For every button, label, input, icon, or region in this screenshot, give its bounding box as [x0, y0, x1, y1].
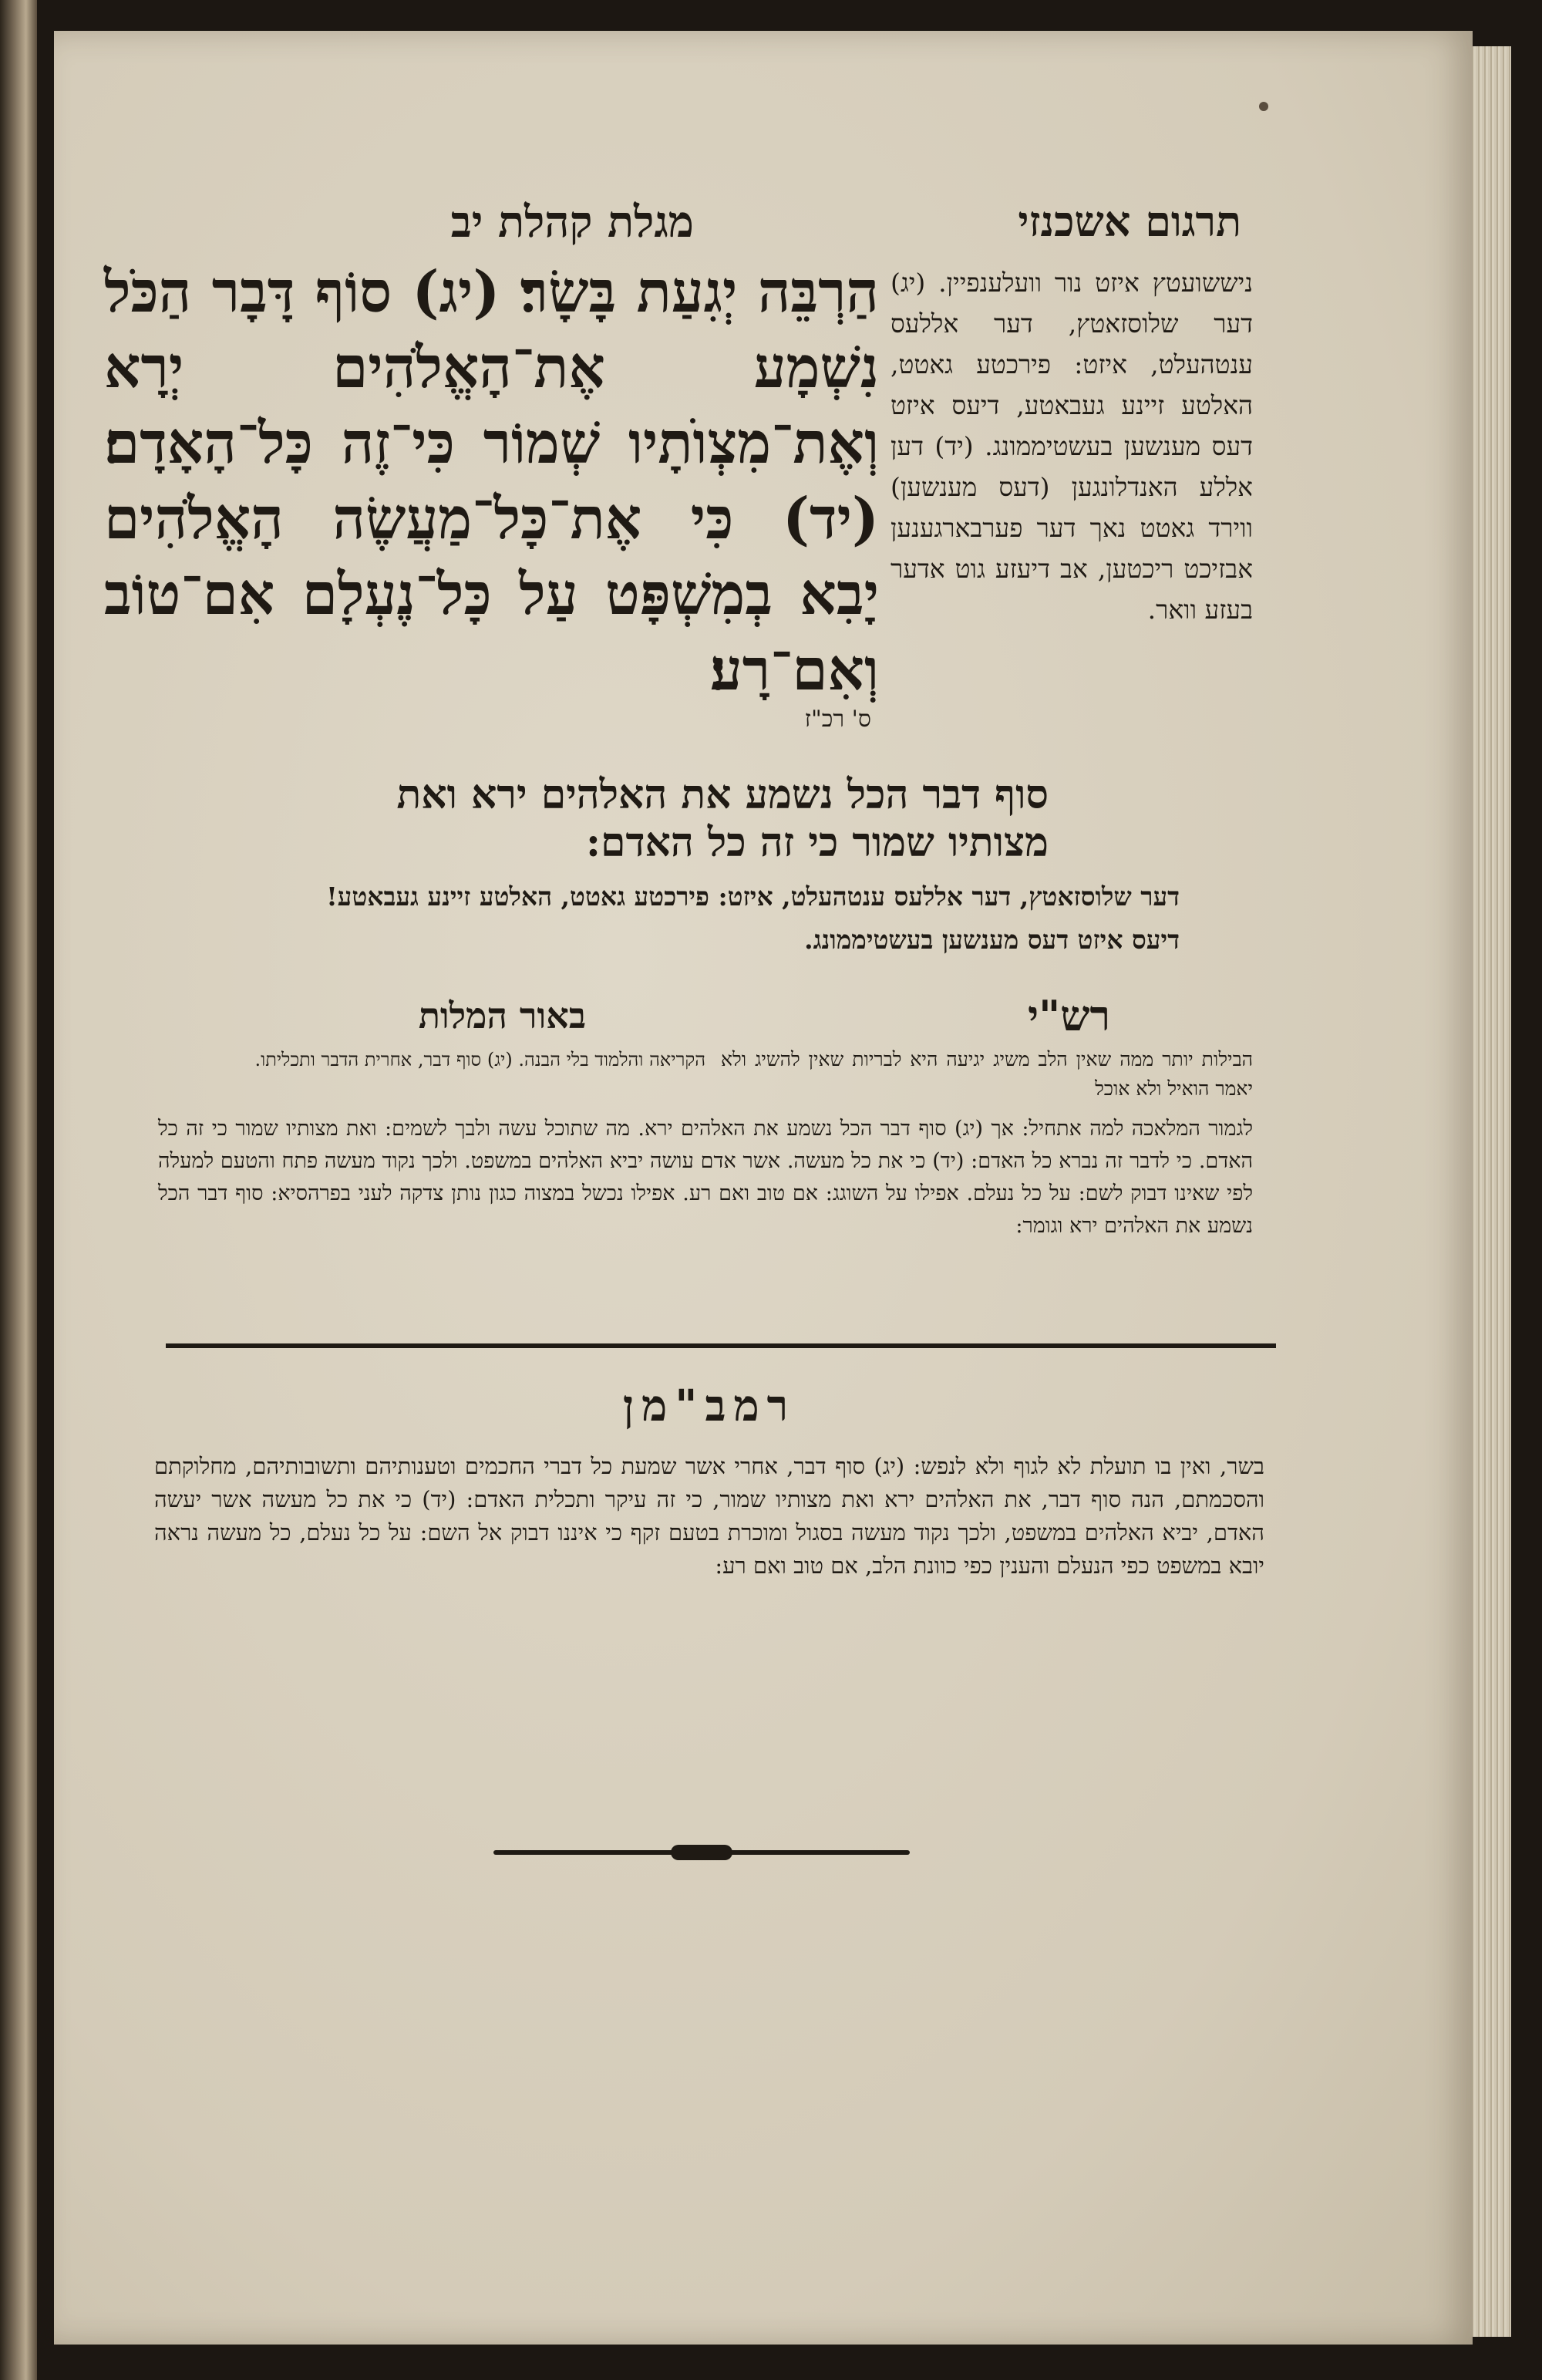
translation-heading: תרגום אשכנזי: [1018, 197, 1241, 246]
ink-spot: [1259, 102, 1268, 111]
ramban-heading: רמב"מן: [622, 1380, 796, 1431]
scripture-verse: הַרְבֵּה יְגִעַת בָּשָׂר׃ (יג) סוֹף דָּבָר הַכֹּל נִשְׁמָע אֶת־הָאֱלֹהִים יְרָא וְאֶת־מִצְוֺתָיו שְׁמוֹר כִּי־זֶה כָּל־הָאָדָם׃ (יד) כִּי אֶת־כָּל־מַעֲשֶׂה הָאֱלֹהִים יָבִא בְמִשְׁפָּט עַל כָּל־נֶעְלָם אִם־טוֹב וְאִם־רָע׃: [104, 259, 879, 703]
ramban-commentary: בשר, ואין בו תועלת לא לגוף ולא לנפש: (יג) סוף דבר, אחרי אשר שמעת כל דברי החכמים וטענותיהם ותשובותיהם, מחלוקתם והסכמתם, הנה סוף דבר, את האלהים ירא ואת מצותיו שמור, כי זה עיקר ותכלית האדם: (יד) כי את כל מעשה אשר יעשה האדם, יביא האלהים במשפט, ולכך נקוד מעשה בסגול ומוכרת בטעם זקף כי איננו דבוק אל השם: על כל נעלם, כל מעשה נראה יובא במשפט כפי הנעלם והענין כפי כוונת הלב, אם טוב ואם רע:: [154, 1453, 1264, 1579]
running-title: מגלת קהלת יב: [450, 197, 694, 248]
german-translation-column: ניששועטץ איזט נור וועלענפיין. (יג) דער שלוסזאטץ, דער אללעס ענטהעלט, איזט: פירכטע גאטט, האלטע זיינע געבאטע, דיעס איזט דעס מענשען בעשטיממונג. (יד) דען אללע האנדלונגען (דעס מענשען) ווירד גאטט נאך דער פערבארגענען אבזיכט ריכטען, אב דיעזע גוט אדער בעזע וואר.: [891, 268, 1253, 625]
verse-restatement: סוף דבר הכל נשמע את האלהים ירא ואת מצותיו שמור כי זה כל האדם:: [396, 771, 1049, 866]
rashi-heading: רש"י: [1027, 991, 1110, 1040]
section-divider: [166, 1343, 1276, 1348]
biur-commentary: הקריאה והלמוד בלי הבנה. (יג) סוף דבר, אחרית הדבר ותכליתו.: [254, 1049, 705, 1070]
rashi-commentary-start: הבילות יותר ממה שאין הלב משיג יגיעה היא לבריות שאין להשיג ולא יאמר הואיל ולא אוכל: [721, 1048, 1253, 1100]
ornament-center: [671, 1845, 732, 1860]
rashi-commentary: לגמור המלאכה למה אתחיל: אך (יג) סוף דבר הכל נשמע את האלהים ירא. מה שתוכל עשה ולבך לשמים: ואת מצותיו שמור כי זה כל האדם. כי לדבר זה נברא כל האדם: (יד) כי את כל מעשה. אשר אדם עושה יביא האלהים במשפט. ולכך נקוד מעשה פתח והטעם למעלה לפי שאינו דבוק לשם: על כל נעלם. אפילו על השוגג: אם טוב ואם רע. אפילו נכשל במצוה כגון נותן צדקה לעני בפרהסיא: סוף דבר הכל נשמע את האלהים ירא וגומר:: [158, 1117, 1253, 1238]
facing-page-edge: [0, 0, 37, 2380]
signature-mark: ס' רכ"ז: [804, 706, 871, 733]
closing-ornament: [493, 1843, 910, 1862]
biur-heading: באור המלות: [418, 995, 586, 1037]
verse-restatement-translation: דער שלוסזאטץ, דער אללעס ענטהעלט, איזט: פירכטע גאטט, האלטע זיינע געבאטע! דיעס איזט דעס מענשען בעשטיממונג.: [326, 882, 1180, 955]
